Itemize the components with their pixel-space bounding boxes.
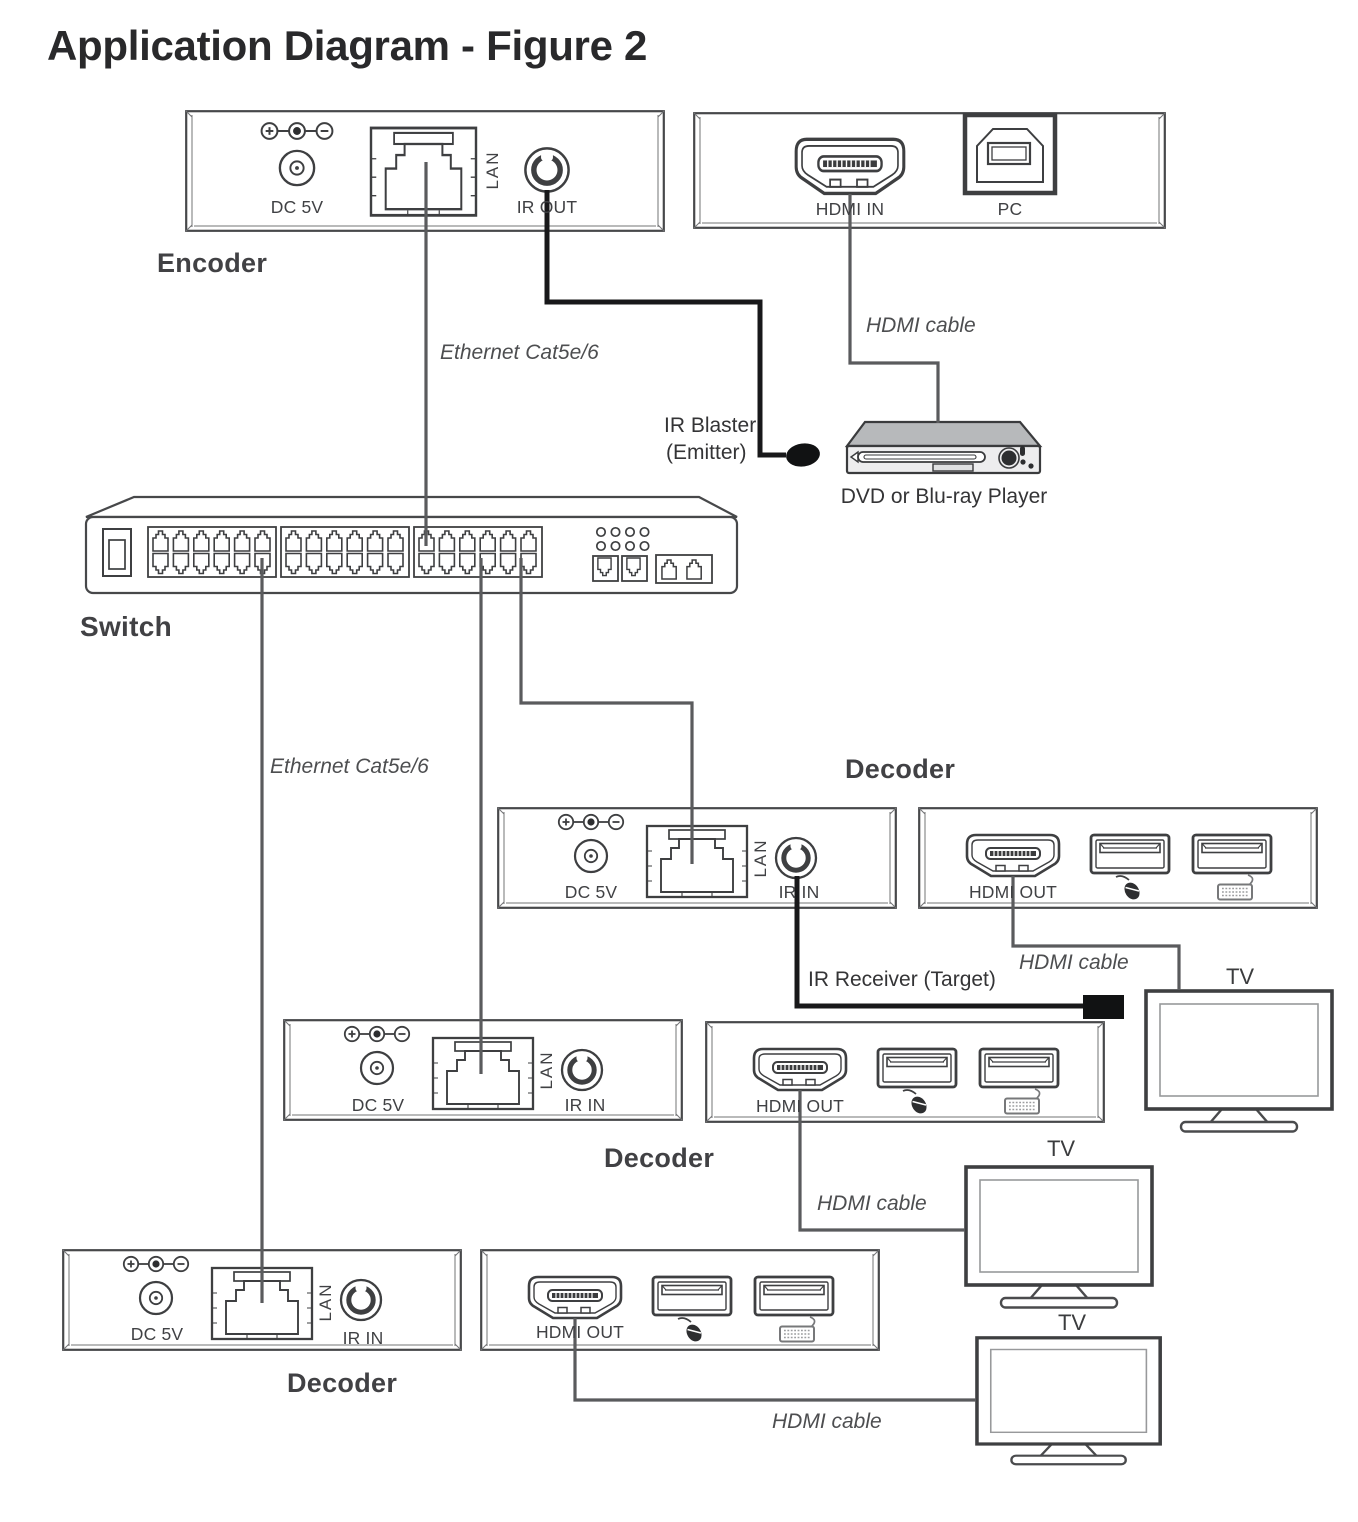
decoder-2-ir-label: IR IN — [564, 1095, 606, 1115]
decoder-2-lan-label: LAN — [537, 1050, 556, 1090]
tv-1-label: TV — [1225, 964, 1255, 989]
output-1-hdmi-label: HDMI OUT — [968, 882, 1058, 902]
tv-1 — [1146, 991, 1332, 1132]
port-group-2 — [281, 527, 409, 577]
ethernet-cable-label-bottom: Ethernet Cat5e/6 — [270, 755, 429, 778]
decoder-1-lan-label: LAN — [751, 838, 770, 878]
port-group-1 — [148, 527, 276, 577]
hdmi-cable-label-source: HDMI cable — [866, 314, 976, 337]
decoder-1-device — [498, 808, 896, 908]
page-title: Application Diagram - Figure 2 — [47, 22, 648, 69]
decoder-3-lan-label: LAN — [316, 1282, 335, 1322]
tv-3-label: TV — [1057, 1310, 1087, 1335]
hdmi-cable-label-tv2: HDMI cable — [817, 1192, 927, 1215]
switch-name: Switch — [80, 611, 173, 642]
tv-2-label: TV — [1046, 1136, 1076, 1161]
tv-3 — [977, 1338, 1160, 1464]
ir-blaster-label-line1: IR Blaster — [664, 414, 757, 437]
source-device — [694, 113, 1165, 228]
decoder-2-name: Decoder — [604, 1143, 715, 1173]
decoder-3-ir-label: IR IN — [342, 1328, 384, 1348]
hdmi-cable-label-tv3: HDMI cable — [772, 1410, 882, 1433]
decoder-2-dc-label: DC 5V — [351, 1095, 405, 1115]
output-3-hdmi-label: HDMI OUT — [535, 1322, 625, 1342]
ir-blaster-label-line2: (Emitter) — [666, 441, 747, 464]
source-hdmi-in-label: HDMI IN — [815, 199, 885, 219]
hdmi-cable-label-tv1: HDMI cable — [1019, 951, 1129, 974]
ir-blaster-emitter-dot — [785, 441, 822, 469]
encoder-name: Encoder — [157, 248, 268, 278]
encoder-dc-label: DC 5V — [270, 197, 324, 217]
encoder-lan-label: LAN — [483, 150, 502, 190]
decoder-1-ir-label: IR IN — [778, 882, 820, 902]
dvd-player — [847, 422, 1040, 473]
port-group-3 — [414, 527, 542, 577]
decoder-1-dc-label: DC 5V — [564, 882, 618, 902]
decoder-3-dc-label: DC 5V — [130, 1324, 184, 1344]
encoder-ir-label: IR OUT — [516, 197, 578, 217]
ir-receiver-block — [1083, 995, 1124, 1019]
ethernet-cable-label-top: Ethernet Cat5e/6 — [440, 341, 599, 364]
decoder-3-name: Decoder — [287, 1368, 398, 1398]
dvd-player-label: DVD or Blu-ray Player — [840, 485, 1048, 508]
decoder-2-device — [284, 1020, 682, 1120]
source-pc-label: PC — [997, 199, 1023, 219]
switch-device — [86, 497, 737, 593]
tv-2 — [966, 1167, 1152, 1308]
ir-receiver-label: IR Receiver (Target) — [808, 968, 996, 991]
output-2-hdmi-label: HDMI OUT — [755, 1096, 845, 1116]
decoder-1-name: Decoder — [845, 754, 956, 784]
